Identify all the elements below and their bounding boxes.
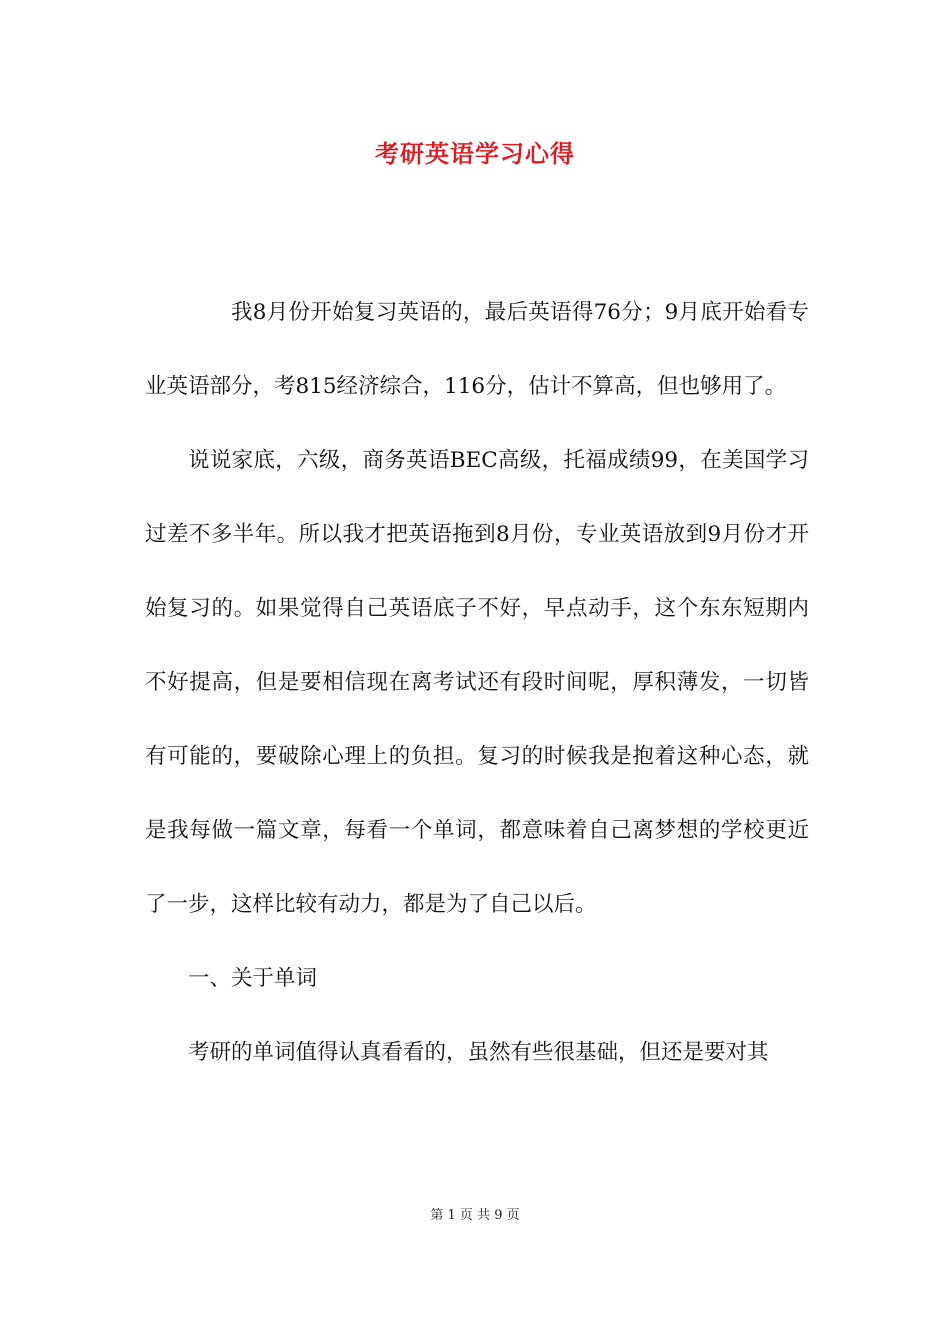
paragraph-vocabulary: 考研的单词值得认真看看的，虽然有些很基础，但还是要对其: [188, 1040, 769, 1065]
document-title: 考研英语学习心得: [375, 139, 575, 168]
page-footer: 第 1 页 共 9 页: [430, 1208, 520, 1223]
section-heading-vocabulary: 一、关于单词: [188, 966, 318, 991]
paragraph-intro: 我8月份开始复习英语的，最后英语得76分；9月底开始看专业英语部分，考815经济综合，116分，估计不算高，但也够用了。: [145, 300, 809, 399]
document-body: [145, 276, 809, 1090]
paragraph-background: 说说家底，六级，商务英语BEC高级，托福成绩99，在美国学习过差不多半年。所以我才把英语拖到8月份，专业英语放到9月份才开始复习的。如果觉得自己英语底子不好，早点动手，这个东东短期内不好提高，但是要相信现在离考试还有段时间呢，厚积薄发，一切皆有可能的，要破除心理上的负担。复习的时候我是抱着这种心态，就是我每做一篇文章，每看一个单词，都意味着自己离梦想的学校更近了一步，这样比较有动力，都是为了自己以后。: [145, 448, 809, 917]
